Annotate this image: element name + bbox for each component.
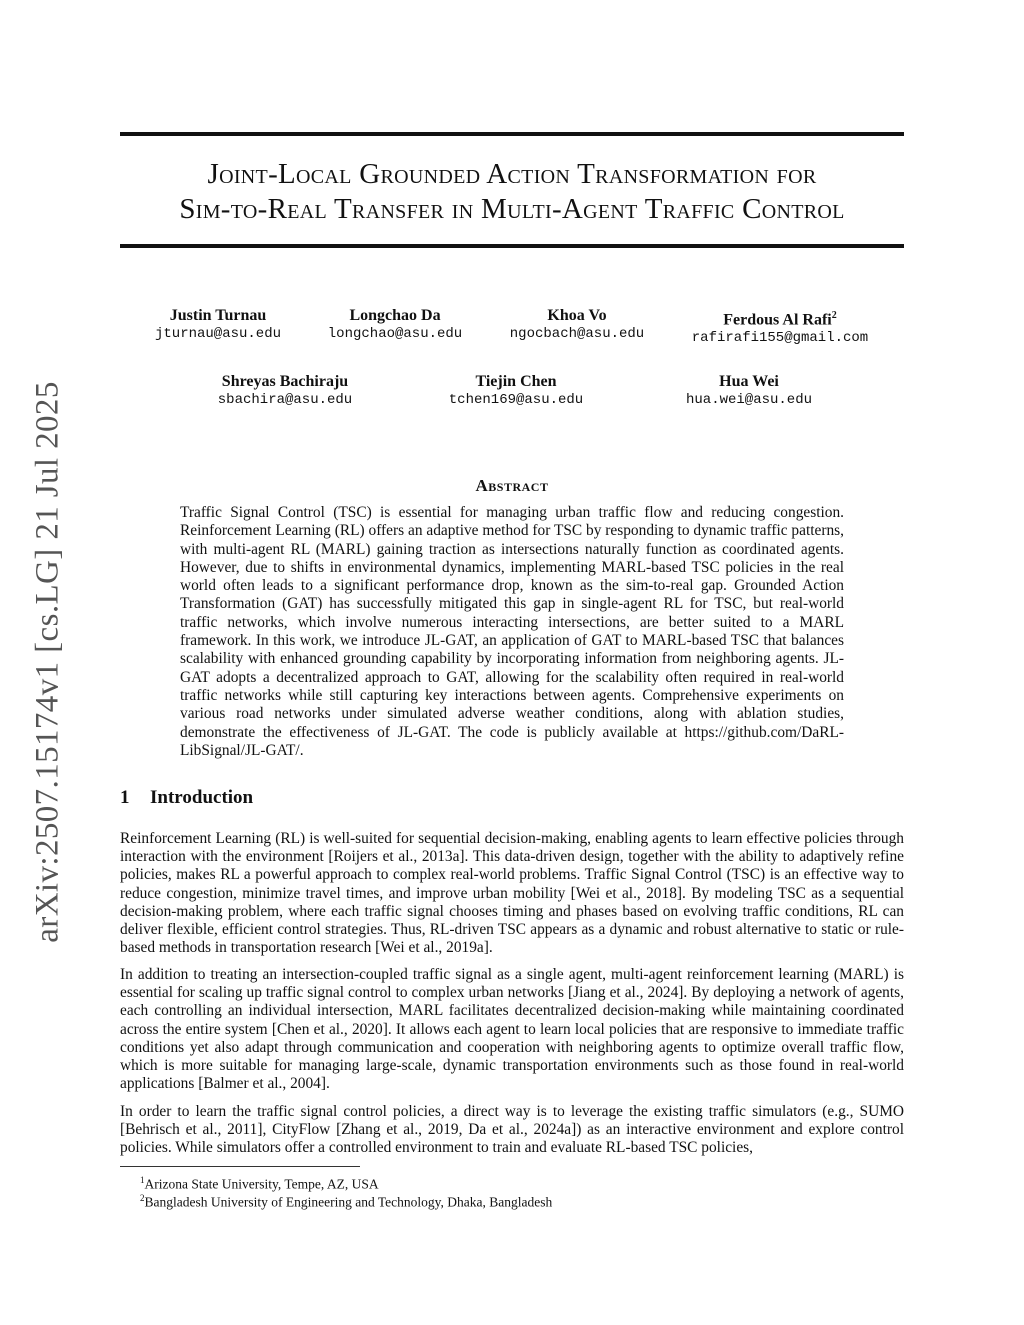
- author-name: Shreyas Bachiraju: [221, 373, 349, 390]
- author-email[interactable]: sbachira@asu.edu: [217, 392, 353, 408]
- author-email[interactable]: tchen169@asu.edu: [448, 392, 584, 408]
- author-email[interactable]: ngocbach@asu.edu: [509, 326, 645, 342]
- paper-title-line-1: Joint-Local Grounded Action Transformation for: [207, 158, 817, 190]
- author-name: Ferdous Al Rafi$^2$: [723, 310, 837, 329]
- footnote-mark: 2: [140, 1193, 145, 1203]
- footnote-text: Bangladesh University of Engineering and Technology, Dhaka, Bangladesh: [144, 1194, 553, 1210]
- abstract-heading: Abstract: [475, 476, 549, 495]
- footnote-divider: [120, 1166, 360, 1167]
- footnote: [140, 1190, 552, 1211]
- author-block: [639, 372, 859, 409]
- author-name: Longchao Da: [349, 307, 441, 324]
- body-paragraph: In addition to treating an intersection-coupled traffic signal as a single agent, multi-agent reinforcement learning (MARL) is essential for scaling up traffic signal control to complex urban networks [Jiang et al., 2024]. By deploying a network of agents, each controlling an individual intersection, MARL facilitates decentralized decision-making while maintaining coordinated across the entire system [Chen et al., 2020]. It allows each agent to learn local policies that are responsive to immediate traffic conditions yet also adapt through communication and cooperation with neighboring agents to optimize overall traffic flow, which is more suitable for managing large-scale, dynamic transportation environments such as those found in real-world applications [Balmer et al., 2004].: [120, 966, 904, 1093]
- paper-title-line-2: Sim-to-Real Transfer in Multi-Agent Traffic Control: [179, 193, 845, 225]
- author-block: [670, 306, 890, 347]
- footnote-text: Arizona State University, Tempe, AZ, USA: [144, 1176, 379, 1192]
- author-email[interactable]: longchao@asu.edu: [327, 326, 463, 342]
- title-rule-top: [120, 132, 904, 136]
- body-paragraph: In order to learn the traffic signal control policies, a direct way is to leverage the existing traffic simulators (e.g., SUMO [Behrisch et al., 2011], CityFlow [Zhang et al., 2019, Da et al., 2024a]) as an interactive environment and explore control policies. While simulators offer a controlled environment to train and evaluate RL-based TSC policies,: [120, 1103, 904, 1157]
- affiliation-mark: 2: [831, 310, 837, 321]
- body-paragraph: Reinforcement Learning (RL) is well-suited for sequential decision-making, enabling agents to learn effective policies through interaction with the environment [Roijers et al., 2013a]. This data-driven design, together with the ability to adaptively refine policies, makes RL a powerful approach to complex real-world problems. Traffic Signal Control (TSC) is an effective way to reduce congestion, minimize travel times, and improve urban mobility [Wei et al., 2018]. By modeling TSC as a sequential decision-making problem, where each traffic signal chooses timing and phases based on evolving traffic conditions, RL can deliver flexible, efficient control strategies. Thus, RL-driven TSC appears as a dynamic and robust alternative to static or rule-based methods in transportation research [Wei et al., 2019a].: [120, 830, 904, 957]
- author-name: Justin Turnau: [169, 307, 267, 324]
- section-heading: [120, 787, 253, 809]
- author-block: [406, 372, 626, 409]
- author-email[interactable]: jturnau@asu.edu: [154, 326, 282, 342]
- author-name: Hua Wei: [719, 373, 779, 390]
- author-name: Tiejin Chen: [475, 373, 557, 390]
- author-block: [467, 306, 687, 343]
- title-rule-bottom: [120, 244, 904, 248]
- author-name: Khoa Vo: [547, 307, 607, 324]
- author-email[interactable]: rafirafi155@gmail.com: [691, 330, 869, 347]
- author-block: [175, 372, 395, 409]
- abstract-body: Traffic Signal Control (TSC) is essential for managing urban traffic flow and reducing congestion. Reinforcement Learning (RL) offers an adaptive method for TSC by responding to dynamic traffic patterns, with multi-agent RL (MARL) gaining traction as intersections naturally function as coordinated agents. However, due to shifts in environmental dynamics, implementing MARL-based TSC policies in the real world often leads to a significant performance drop, known as the sim-to-real gap. Grounded Action Transformation (GAT) has successfully mitigated this gap in single-agent RL for TSC, but real-world traffic networks, which involve numerous interacting intersections, are better suited to a MARL framework. In this work, we introduce JL-GAT, an application of GAT to MARL-based TSC that balances scalability with enhanced grounding capability by incorporating information from neighboring agents. JL-GAT adopts a decentralized approach to GAT, allowing for the scalability often required in real-world traffic networks while still capturing key interactions between agents. Comprehensive experiments on various road networks under simulated adverse weather conditions, along with ablation studies, demonstrate the effectiveness of JL-GAT. The code is publicly available at https://github.com/DaRL-LibSignal/JL-GAT/.: [180, 504, 844, 759]
- author-email[interactable]: hua.wei@asu.edu: [685, 392, 813, 408]
- arxiv-stamp: arXiv:2507.15174v1 [cs.LG] 21 Jul 2025: [29, 381, 66, 943]
- footnote-mark: 1: [140, 1175, 145, 1185]
- section-title: Introduction: [150, 787, 254, 808]
- section-number: 1: [120, 787, 130, 808]
